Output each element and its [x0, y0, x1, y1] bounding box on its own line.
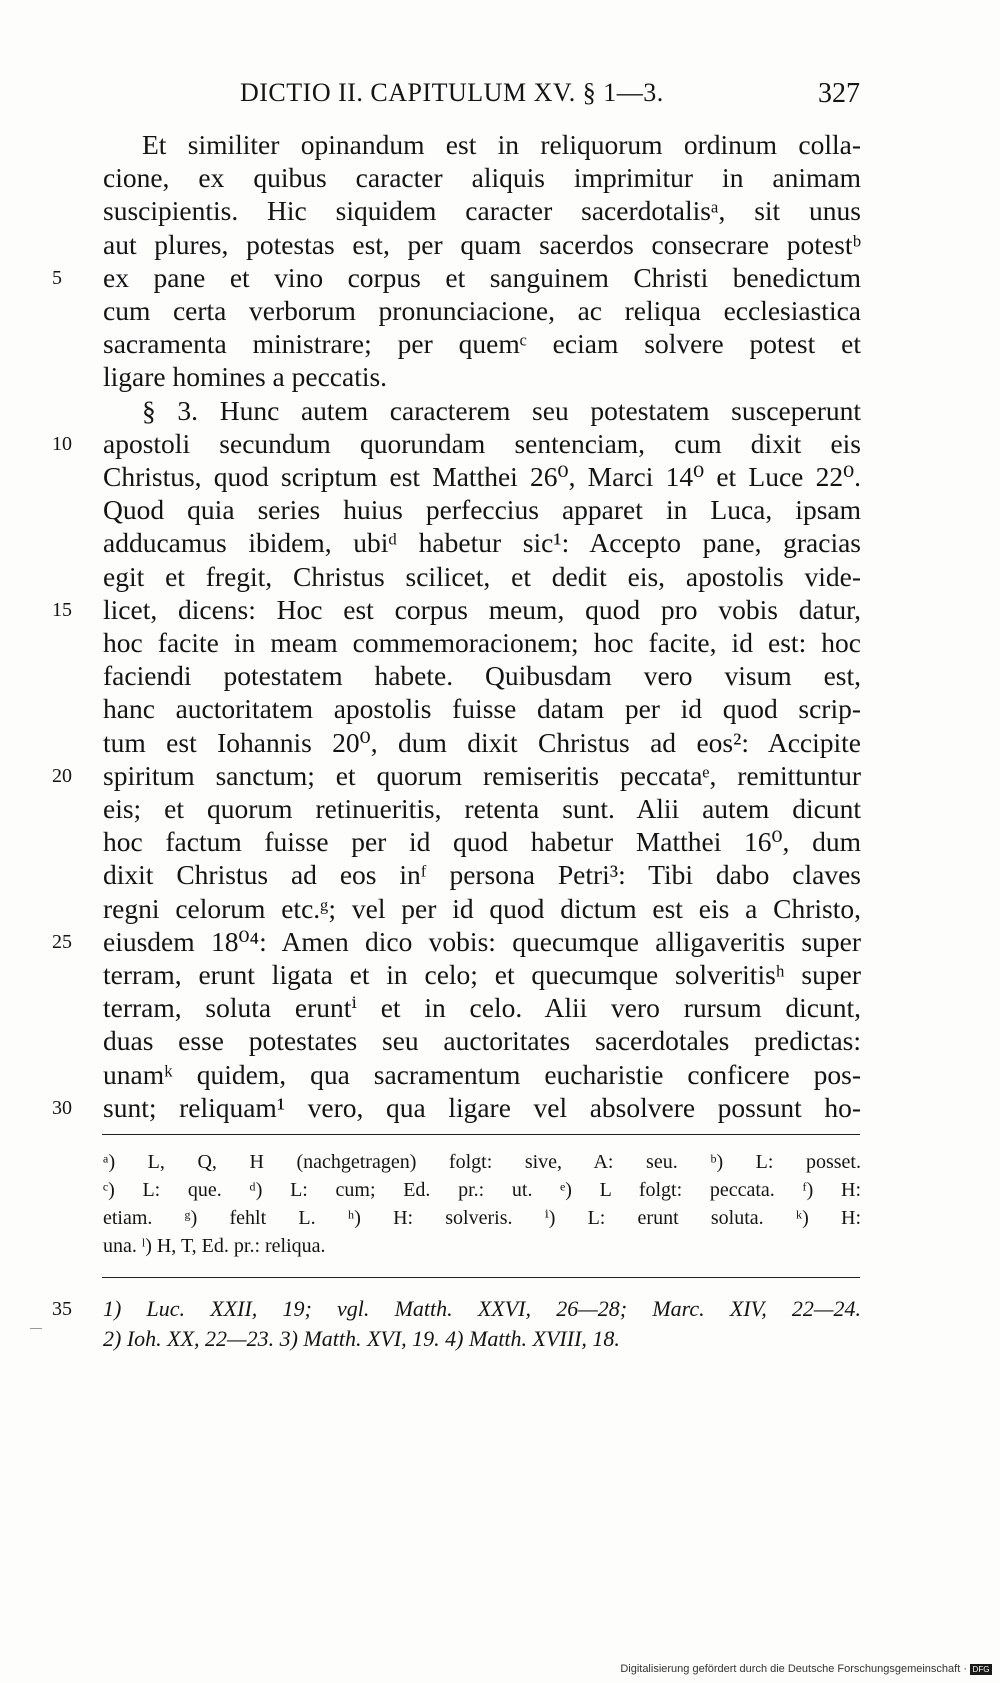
text-line: cum certa verborum pronunciacione, ac reliqua ecclesiastica: [103, 295, 861, 326]
text-line: duas esse potestates seu auctoritates sacerdotales predictas:: [103, 1025, 861, 1057]
apparatus-line: ᶜ) L: que. ᵈ) L: cum; Ed. pr.: ut. ᵉ) L folgt: peccata. ᶠ) H:: [103, 1179, 861, 1201]
text-line: dixit Christus ad eos inᶠ persona Petri³: Tibi dabo claves: [103, 859, 861, 891]
text-line: licet, dicens: Hoc est corpus meum, quod pro vobis datur,: [103, 593, 861, 625]
text-line: adducamus ibidem, ubiᵈ habetur sic¹: Accepto pane, gracias: [103, 527, 861, 559]
text-line: faciendi potestatem habete. Quibusdam vero visum est,: [103, 660, 861, 692]
text-line: sacramenta ministrare; per quemᶜ eciam solvere potest et: [103, 328, 861, 360]
text-line: eis; et quorum retinueritis, retenta sunt. Alii autem dicunt: [103, 793, 861, 824]
text-line: egit et fregit, Christus scilicet, et dedit eis, apostolis vide-: [103, 560, 861, 592]
text-line: spiritum sanctum; et quorum remiseritis peccataᵉ, remittuntur: [103, 759, 861, 791]
text-line: Christus, quod scriptum est Matthei 26⁰, Marci 14⁰ et Luce 22⁰.: [103, 461, 861, 492]
apparatus-rule: [102, 1134, 860, 1135]
text-line: § 3. Hunc autem caracterem seu potestatem susceperunt: [142, 394, 861, 426]
text-line: terram, soluta eruntⁱ et in celo. Alii vero rursum dicunt,: [103, 992, 861, 1024]
text-line: ex pane et vino corpus et sanguinem Christi benedictum: [103, 261, 861, 293]
text-line: eiusdem 18⁰⁴: Amen dico vobis: quecumque alligaveritis super: [103, 925, 861, 957]
line-number: 10: [52, 432, 72, 455]
line-number: 25: [52, 930, 72, 953]
scan-mark: [30, 1328, 42, 1329]
page-number: 327: [818, 78, 860, 109]
digitization-footer: [620, 1663, 992, 1675]
text-line: unamᵏ quidem, qua sacramentum eucharistie conficere pos-: [103, 1058, 861, 1090]
text-line: Et similiter opinandum est in reliquorum ordinum colla-: [142, 129, 861, 160]
text-line: hanc auctoritatem apostolis fuisse datam per id quod scrip-: [103, 693, 861, 725]
text-line: regni celorum etc.ᵍ; vel per id quod dictum est eis a Christo,: [103, 892, 861, 924]
footer-text: Digitalisierung gefördert durch die Deutsche Forschungsgemeinschaft ·: [620, 1663, 967, 1675]
reference-line: 1) Luc. XXII, 19; vgl. Matth. XXVI, 26—28; Marc. XIV, 22—24.: [103, 1296, 861, 1321]
text-line: suscipientis. Hic siquidem caracter sacerdotalisᵃ, sit unus: [103, 195, 861, 227]
text-line: apostoli secundum quorundam sentenciam, cum dixit eis: [103, 427, 861, 459]
line-number: 30: [52, 1096, 72, 1119]
text-line: sunt; reliquam¹ vero, qua ligare vel absolvere possunt ho-: [103, 1091, 861, 1123]
dfg-logo: DFG: [970, 1664, 992, 1675]
apparatus-line: una. ˡ) H, T, Ed. pr.: reliqua.: [103, 1235, 326, 1257]
text-line: hoc factum fuisse per id quod habetur Matthei 16⁰, dum: [103, 826, 861, 858]
apparatus-line: ᵃ) L, Q, H (nachgetragen) folgt: sive, A: seu. ᵇ) L: posset.: [103, 1151, 861, 1173]
references-rule: [102, 1277, 860, 1278]
text-line: tum est Iohannis 20⁰, dum dixit Christus ad eos²: Accipite: [103, 726, 861, 758]
text-line: aut plures, potestas est, per quam sacerdos consecrare potestᵇ: [103, 228, 861, 260]
text-line: hoc facite in meam commemoracionem; hoc facite, id est: hoc: [103, 627, 861, 658]
line-number: 20: [52, 764, 72, 787]
reference-line: 2) Ioh. XX, 22—23. 3) Matth. XVI, 19. 4) Matth. XVIII, 18.: [103, 1326, 620, 1351]
line-number: 5: [52, 266, 62, 289]
text-line: terram, erunt ligata et in celo; et quecumque solveritisʰ super: [103, 959, 861, 990]
text-line: ligare homines a peccatis.: [103, 361, 388, 393]
line-number: 35: [52, 1298, 72, 1320]
running-header: DICTIO II. CAPITULUM XV. § 1—3.: [240, 78, 664, 107]
apparatus-line: etiam. ᵍ) fehlt L. ʰ) H: solveris. ⁱ) L: erunt soluta. ᵏ) H:: [103, 1207, 861, 1229]
text-line: cione, ex quibus caracter aliquis imprimitur in animam: [103, 162, 861, 194]
line-number: 15: [52, 598, 72, 621]
text-line: Quod quia series huius perfeccius apparet in Luca, ipsam: [103, 494, 861, 526]
